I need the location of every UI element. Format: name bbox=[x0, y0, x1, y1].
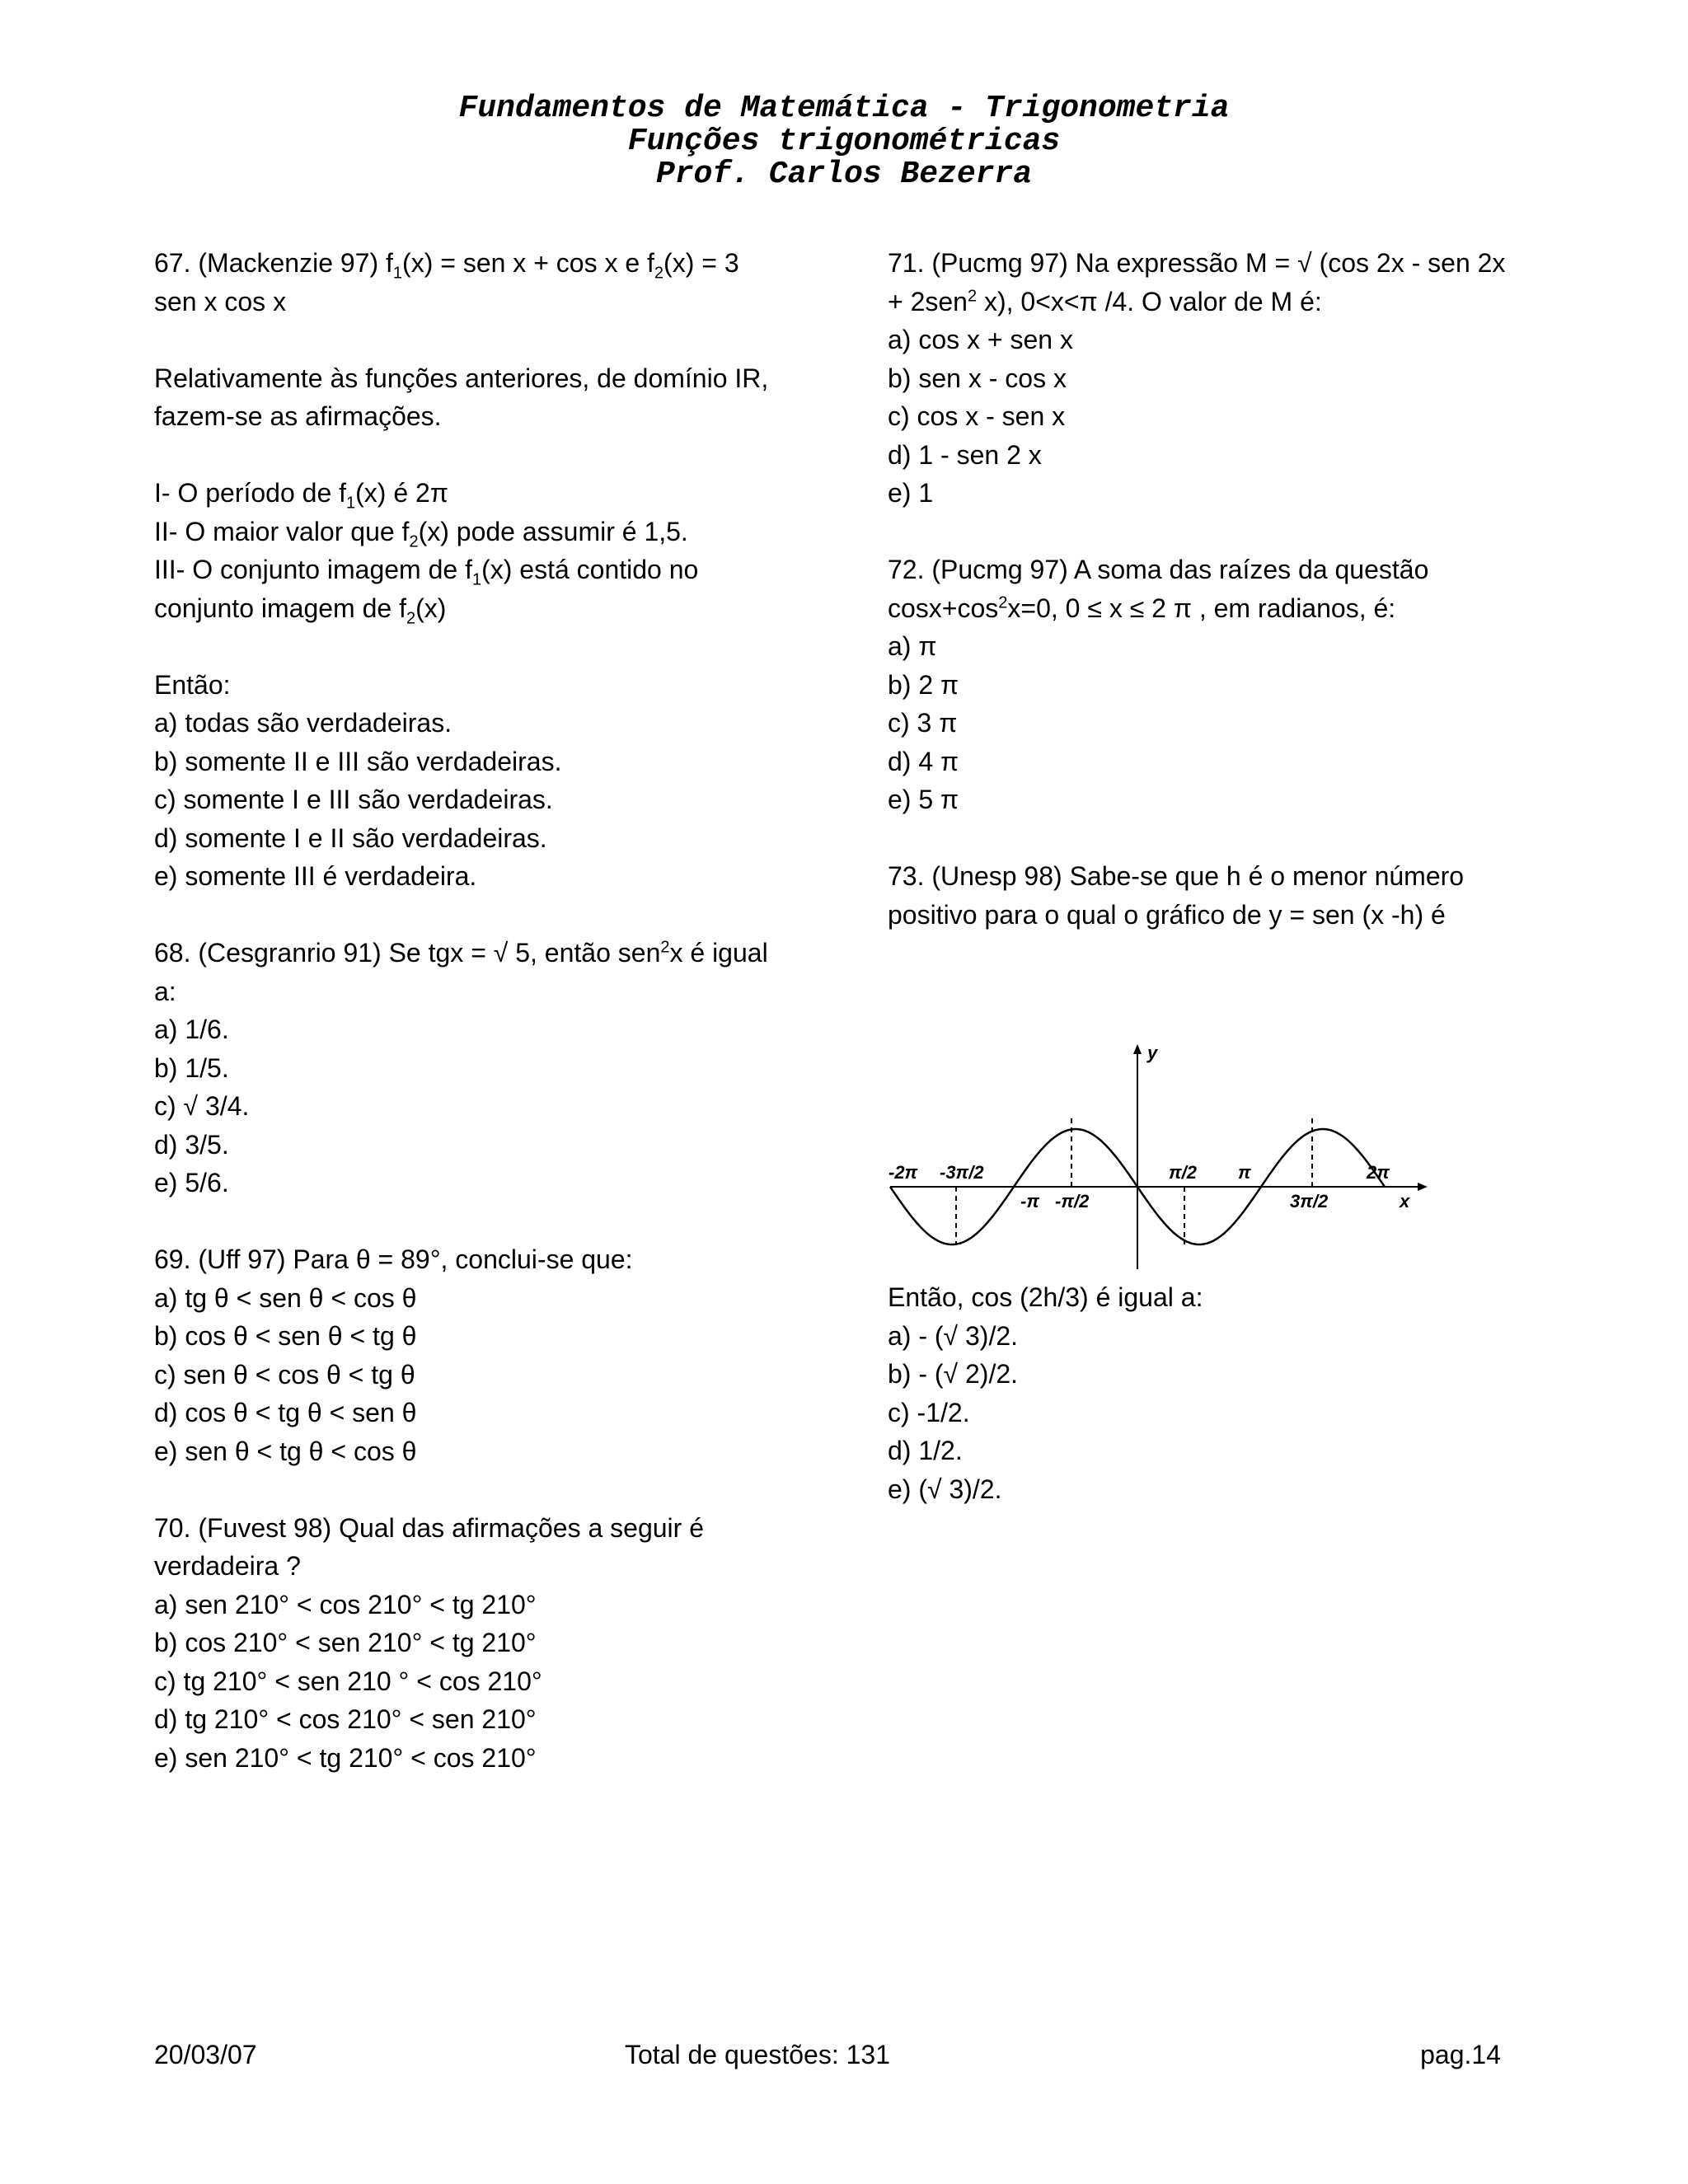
footer-total: Total de questões: 131 bbox=[624, 2040, 890, 2069]
q68-option-a: a) 1/6. bbox=[154, 1015, 229, 1044]
left-column bbox=[154, 244, 781, 1777]
q72-option-e: e) 5 π bbox=[888, 785, 959, 814]
q68-option-d: d) 3/5. bbox=[154, 1129, 229, 1160]
header-title: Fundamentos de Matemática - Trigonometria bbox=[458, 91, 1230, 126]
q73-entao: Então, cos (2h/3) é igual a: bbox=[888, 1282, 1203, 1312]
q68-intro: 68. (Cesgranrio 91) Se tgx = √ 5, então sen$^2$x é igual a: bbox=[154, 938, 768, 1006]
y-axis-arrow bbox=[1133, 1044, 1142, 1054]
q69-option-b: b) cos θ < sen θ < tg θ bbox=[154, 1321, 417, 1351]
header-subtitle: Funções trigonométricas bbox=[627, 124, 1061, 159]
q69-option-a: a) tg θ < sen θ < cos θ bbox=[154, 1282, 417, 1313]
q70-option-b: b) cos 210° < sen 210° < tg 210° bbox=[154, 1628, 537, 1657]
q70-option-e: e) sen 210° < tg 210° < cos 210° bbox=[154, 1742, 537, 1773]
q70-intro: 70. (Fuvest 98) Qual das afirmações a seguir é verdadeira ? bbox=[154, 1512, 704, 1581]
q67-statement-1: I- O período de $f_1(x)$ é 2π bbox=[154, 478, 448, 513]
sine-graph-svg bbox=[882, 1043, 1442, 1282]
label-pi-2: π/2 bbox=[1169, 1162, 1198, 1183]
label-x: x bbox=[1400, 1191, 1410, 1212]
label-minus-2pi: -2π bbox=[889, 1162, 918, 1183]
q73-option-d: d) 1/2. bbox=[888, 1436, 963, 1465]
label-3pi-2: 3π/2 bbox=[1290, 1191, 1329, 1212]
q72-option-a: a) π bbox=[888, 631, 937, 661]
label-pi: π bbox=[1238, 1162, 1251, 1183]
q69-option-c: c) sen θ < cos θ < tg θ bbox=[154, 1359, 415, 1390]
q71-option-c: c) cos x - sen x bbox=[888, 401, 1066, 431]
q67-option-d: d) somente I e II são verdadeiras. bbox=[154, 823, 547, 853]
x-axis-arrow bbox=[1418, 1183, 1428, 1191]
q67-option-b: b) somente II e III são verdadeiras. bbox=[154, 746, 562, 776]
footer-date: 20/03/07 bbox=[154, 2040, 257, 2069]
q68-option-c: c) √ 3/4. bbox=[154, 1091, 250, 1121]
q67-option-c: c) somente I e III são verdadeiras. bbox=[154, 785, 553, 814]
label-minus-3pi-2: -3π/2 bbox=[940, 1162, 984, 1183]
q73-option-e: e) (√ 3)/2. bbox=[888, 1474, 1002, 1504]
q70-option-a: a) sen 210° < cos 210° < tg 210° bbox=[154, 1589, 537, 1619]
q73-intro: 73. (Unesp 98) Sabe-se que h é o menor número positivo para o qual o gráfico de y = sen (x -h) é bbox=[888, 861, 1465, 930]
label-minus-pi-2: -π/2 bbox=[1055, 1191, 1090, 1212]
q67-option-e: e) somente III é verdadeira. bbox=[154, 861, 477, 891]
q72-option-b: b) 2 π bbox=[888, 669, 959, 700]
label-minus-pi: -π bbox=[1020, 1191, 1039, 1212]
document-header bbox=[0, 92, 1688, 191]
right-column bbox=[888, 244, 1514, 1508]
q67-statement-3: III- O conjunto imagem de $f_1(x)$ está contido no conjunto imagem de $f_2(x)$ bbox=[154, 555, 699, 627]
q69-option-e: e) sen θ < tg θ < cos θ bbox=[154, 1436, 417, 1466]
q68-option-b: b) 1/5. bbox=[154, 1052, 229, 1083]
sine-graph bbox=[882, 1043, 1442, 1282]
footer-page: pag.14 bbox=[1420, 2040, 1501, 2069]
q67-entao: Então: bbox=[154, 669, 231, 700]
q67-option-a: a) todas são verdadeiras. bbox=[154, 708, 452, 738]
q73-option-a: a) - (√ 3)/2. bbox=[888, 1320, 1019, 1351]
q71-option-a: a) cos x + sen x bbox=[888, 325, 1073, 354]
q67-context: Relativamente às funções anteriores, de domínio IR, fazem-se as afirmações. bbox=[154, 363, 769, 431]
q72-intro: 72. (Pucmg 97) A soma das raízes da questão $\cos x+\cos^2x=0$, 0 ≤ x ≤ 2 π , em radianos, é: bbox=[888, 555, 1429, 623]
header-author: Prof. Carlos Bezerra bbox=[655, 157, 1033, 192]
q71-option-d: d) 1 - sen 2 x bbox=[888, 439, 1042, 470]
q73-option-c: c) -1/2. bbox=[888, 1397, 970, 1427]
q69-intro: 69. (Uff 97) Para θ = 89°, conclui-se que: bbox=[154, 1244, 633, 1274]
q71-option-e: e) 1 bbox=[888, 478, 934, 508]
q70-option-c: c) tg 210° < sen 210 ° < cos 210° bbox=[154, 1666, 542, 1696]
q72-option-d: d) 4 π bbox=[888, 746, 959, 776]
label-y: y bbox=[1147, 1043, 1158, 1063]
q72-option-c: c) 3 π bbox=[888, 708, 958, 738]
q71-option-b: b) sen x - cos x bbox=[888, 363, 1067, 393]
q73-option-b: b) - (√ 2)/2. bbox=[888, 1359, 1019, 1389]
q71-intro: 71. (Pucmg 97) Na expressão M = √ (cos 2x - sen 2x + 2sen$^2$ x), 0<x<π /4. O valor de M é: bbox=[888, 248, 1506, 316]
q70-option-d: d) tg 210° < cos 210° < sen 210° bbox=[154, 1704, 537, 1734]
q69-option-d: d) cos θ < tg θ < sen θ bbox=[154, 1398, 417, 1427]
q67-intro: 67. (Mackenzie 97) $f_1(x)$ = sen x + cos x e $f_2(x) = 3$ sen x cos x bbox=[154, 248, 739, 316]
label-2pi: 2π bbox=[1367, 1162, 1390, 1183]
q68-option-e: e) 5/6. bbox=[154, 1168, 229, 1197]
q67-statement-2: II- O maior valor que $f_2(x)$ pode assumir é 1,5. bbox=[154, 516, 688, 551]
